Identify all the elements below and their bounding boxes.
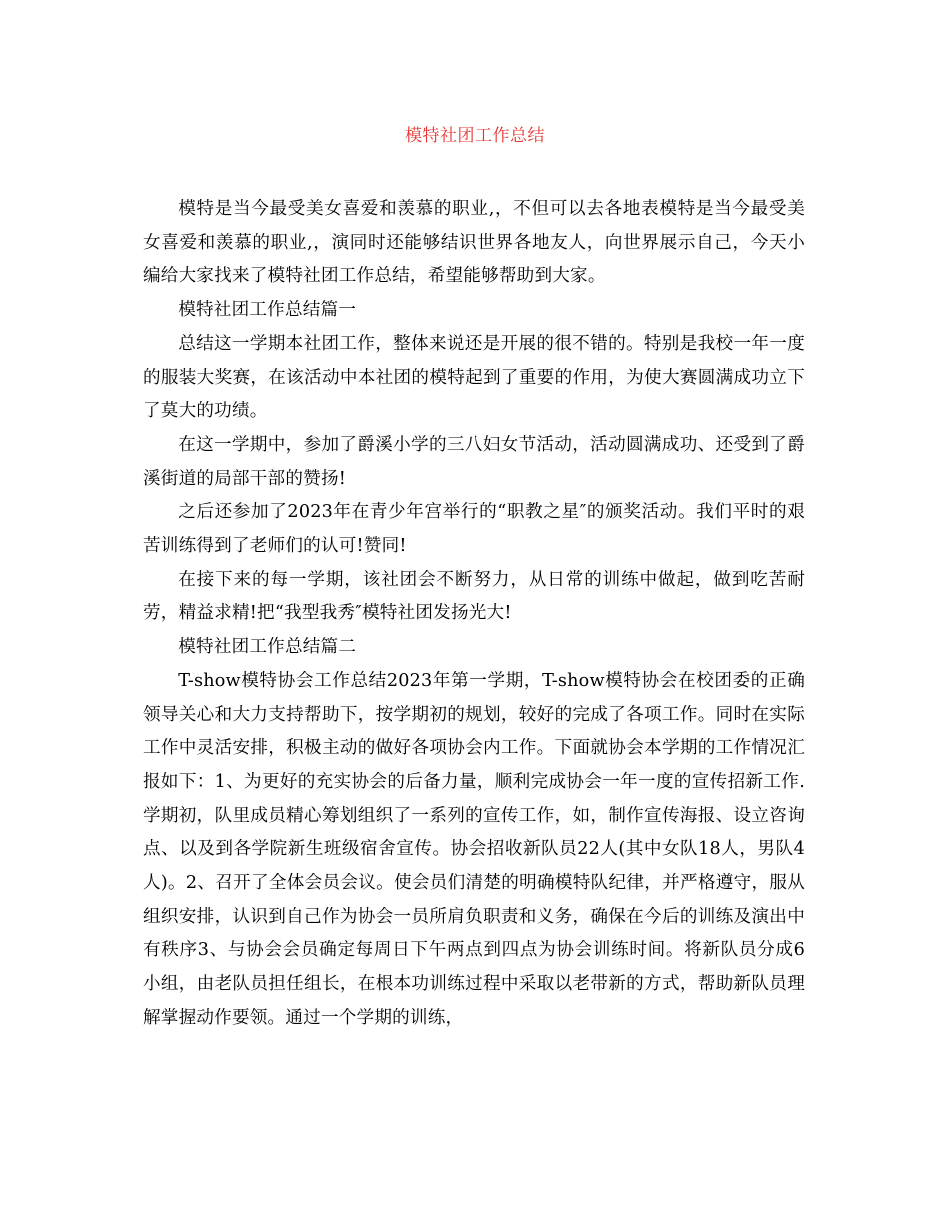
paragraph-intro: 模特是当今最受美女喜爱和羡慕的职业,，不但可以去各地表模特是当今最受美女喜爱和羡慕的职业,，演同时还能够结识世界各地友人，向世界展示自己，今天小编给大家找来了模特社团工作总结，希望能够帮助到大家。 (143, 199, 805, 287)
paragraph-tshow-report: T-show模特协会工作总结2023年第一学期，T-show模特协会在校团委的正确领导关心和大力支持帮助下，按学期初的规划，较好的完成了各项工作。同时在实际工作中灵活安排，积极主动的做好各项协会内工作。下面就协会本学期的工作情况汇报如下：1、为更好的充实协会的后备力量，顺利完成协会一年一度的宣传招新工作. 学期初，队里成员精心筹划组织了一系列的宣传工作，如，制作宣传海报、设立咨询点、以及到各学院新生班级宿舍宣传。协会招收新队员22人(其中女队18人，男队4人)。2、召开了全体会员会议。使会员们清楚的明确模特队纪律，并严格遵守，服从组织安排，认识到自己作为协会一员所肩负职责和义务，确保在今后的训练及演出中有秩序3、与协会会员确定每周日下午两点到四点为协会训练时间。将新队员分成6小组，由老队员担任组长，在根本功训练过程中采取以老带新的方式，帮助新队员理解掌握动作要领。通过一个学期的训练， (143, 670, 805, 1028)
section-heading-2: 模特社团工作总结篇二 (178, 637, 357, 658)
paragraph-summary: 总结这一学期本社团工作，整体来说还是开展的很不错的。特别是我校一年一度的服装大奖赛，在该活动中本社团的模特起到了重要的作用，为使大赛圆满成功立下了莫大的功绩。 (143, 333, 805, 422)
paragraph-activity: 在这一学期中，参加了爵溪小学的三八妇女节活动，活动圆满成功、还受到了爵溪街道的局部干部的赞扬! (143, 434, 805, 489)
section-heading-1: 模特社团工作总结篇一 (178, 300, 357, 321)
document-body (143, 193, 805, 1036)
paragraph-future: 在接下来的每一学期，该社团会不断努力，从日常的训练中做起，做到吃苦耐劳，精益求精!把“我型我秀″模特社团发扬光大! (143, 569, 805, 624)
paragraph-award: 之后还参加了2023年在青少年宫举行的“职教之星″的颁奖活动。我们平时的艰苦训练得到了老师们的认可!赞同! (143, 502, 805, 557)
document-title: 模特社团工作总结 (405, 126, 545, 146)
